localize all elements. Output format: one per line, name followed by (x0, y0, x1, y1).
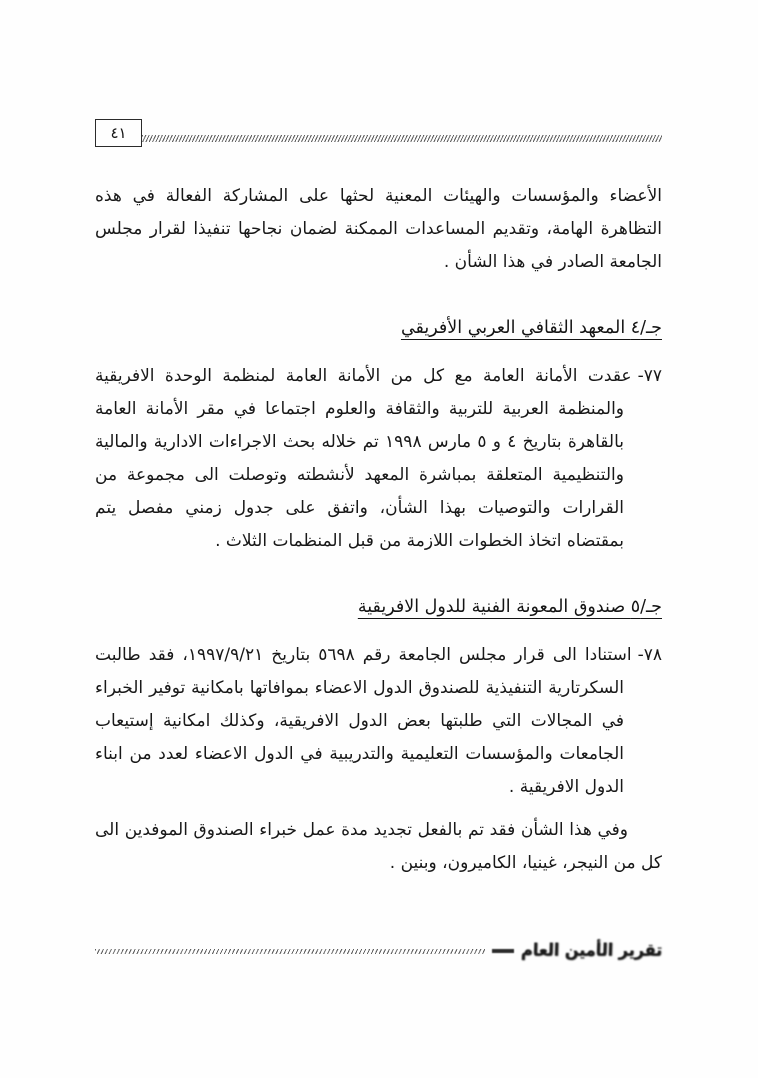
footer-stamp-text: تقرير الأمين العام (520, 939, 663, 959)
footer-decorative-rule (95, 949, 485, 954)
paragraph-77-text: عقدت الأمانة العامة مع كل من الأمانة العامة لمنظمة الوحدة الافريقية والمنظمة العربية للتربية والثقافة والعلوم اجتماعا في مقر الأمانة العامة بالقاهرة بتاريخ ٤ و ٥ مارس ١٩٩٨ تم خلاله بحث الاجراءات الادارية والمالية والتنظيمية المتعلقة بمباشرة المعهد لأنشطته وتوصلت الى مجموعة من القرارات والتوصيات بهذا الشأن، واتفق على جدول زمني مفصل يتم بمقتضاه اتخاذ الخطوات اللازمة من قبل المنظمات الثلاث . (95, 366, 632, 551)
paragraph-78 (95, 639, 662, 804)
paragraph-78-number: ٧٨- (637, 645, 663, 665)
document-body (95, 180, 662, 880)
page-header (95, 118, 662, 148)
paragraph-78-text: استنادا الى قرار مجلس الجامعة رقم ٥٦٩٨ بتاريخ ١٩٩٧/٩/٢١، فقد طالبت السكرتارية التنفيذية للصندوق الدول الاعضاء بموافاتها بامكانية توفير الخبراء في المجالات التي طلبتها بعض الدول الافريقية، وكذلك امكانية إستيعاب الجامعات والمؤسسات التعليمية والتدريبية في الدول الاعضاء لعدد من ابناء الدول الافريقية . (95, 645, 632, 797)
paragraph-77 (95, 360, 662, 558)
footer-dash (492, 949, 514, 953)
intro-paragraph: الأعضاء والمؤسسات والهيئات المعنية لحثها على المشاركة الفعالة في هذه التظاهرة الهامة، وتقديم المساعدات الممكنة لضمان نجاحها تنفيذا لقرار مجلس الجامعة الصادر في هذا الشأن . (95, 186, 662, 272)
section-c4-heading: جـ/٤ المعهد الثقافي العربي الأفريقي (400, 318, 662, 338)
page-footer (95, 938, 662, 960)
header-decorative-rule (142, 135, 662, 142)
section-c5-heading: جـ/٥ صندوق المعونة الفنية للدول الافريقية (357, 597, 662, 617)
followup-paragraph: وفي هذا الشأن فقد تم بالفعل تجديد مدة عمل خبراء الصندوق الموفدين الى كل من النيجر، غينيا، الكاميرون، وبنين . (95, 820, 662, 873)
paragraph-77-number: ٧٧- (637, 366, 662, 386)
page-number: ٤١ (95, 119, 142, 147)
